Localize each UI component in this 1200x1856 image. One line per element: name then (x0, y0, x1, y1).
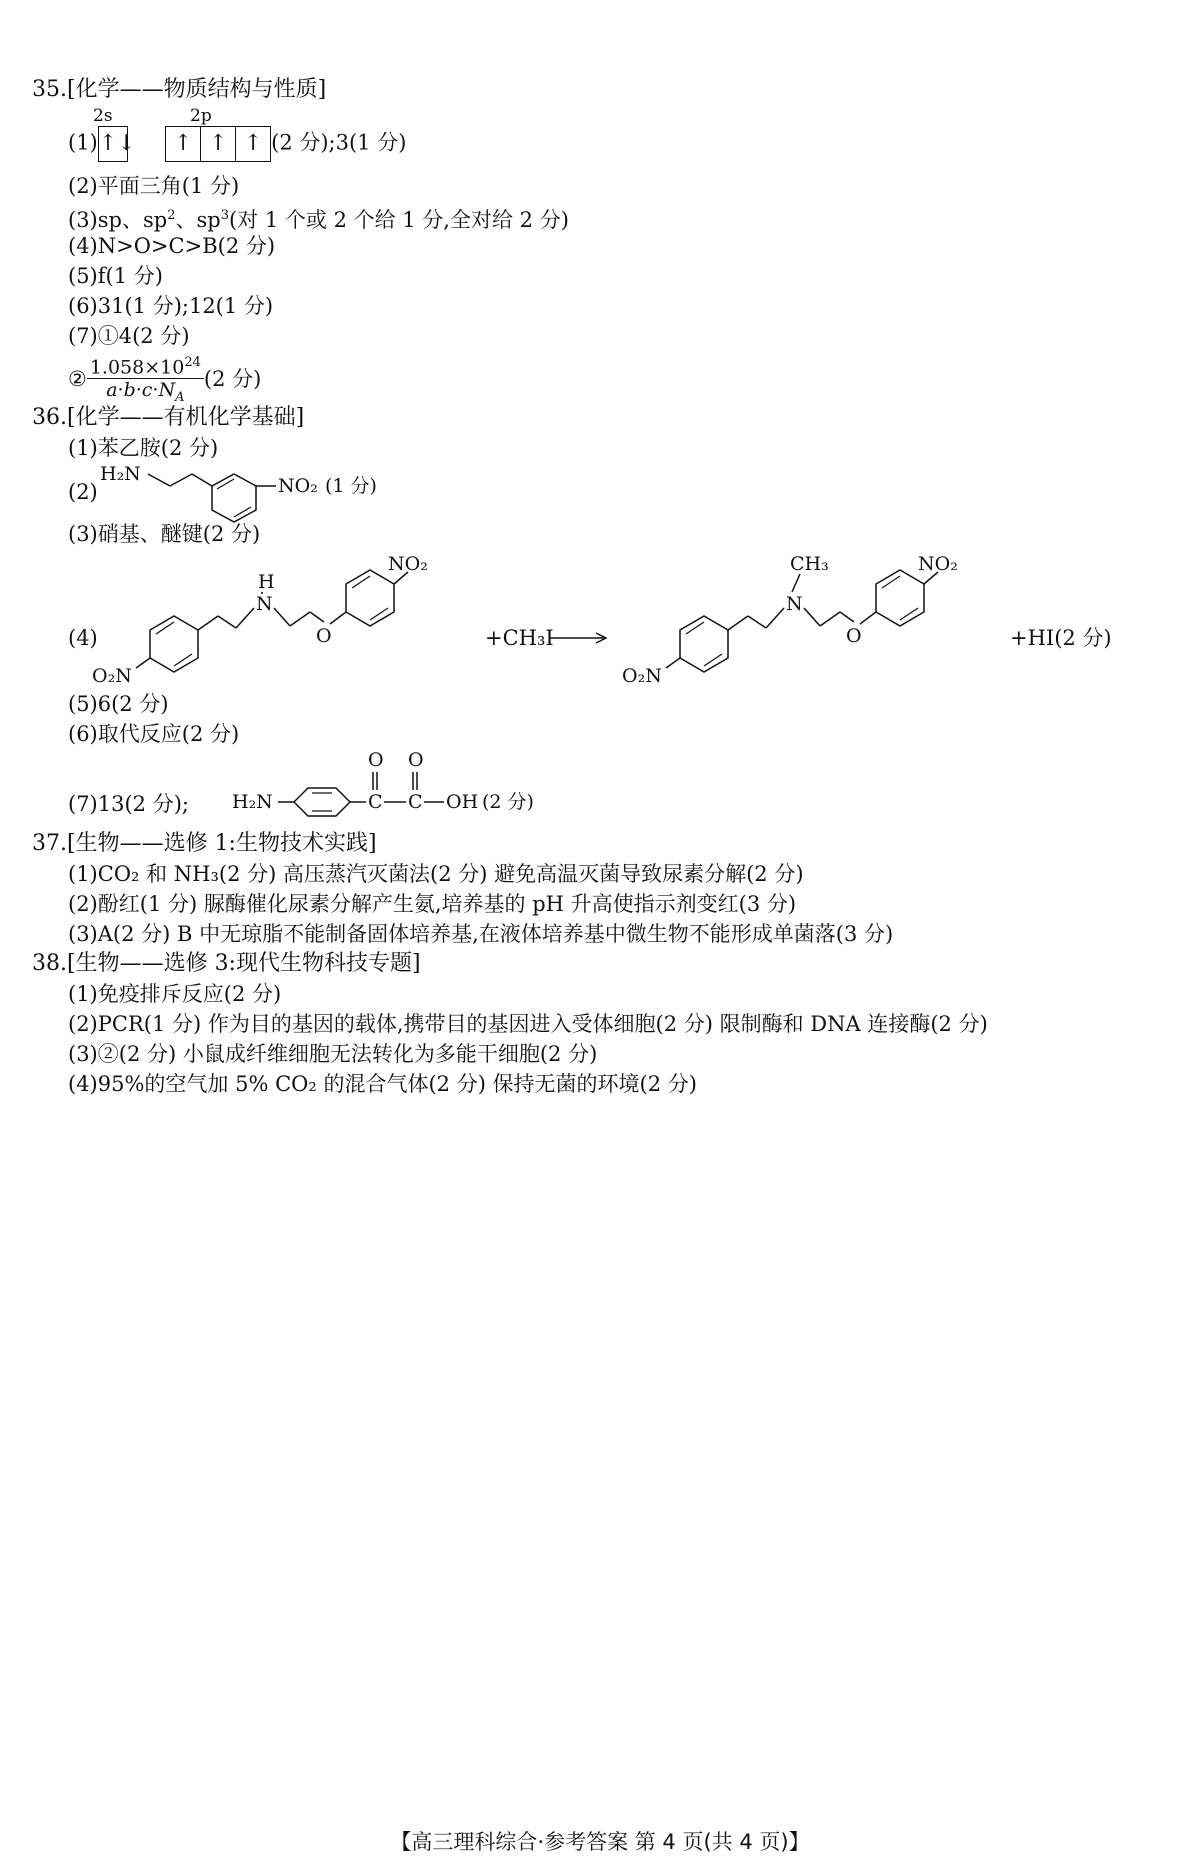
carbon-label: C (408, 791, 423, 813)
orbital-cell: ↑ (236, 126, 271, 162)
q36-part1: (1)苯乙胺(2 分) (68, 436, 219, 460)
carbon-label: C (368, 791, 383, 813)
oxygen-label: O (408, 749, 424, 771)
q35-part6: (6)31(1 分);12(1 分) (68, 294, 274, 318)
nitrogen-label: N (256, 593, 273, 615)
orbital-cell: ↑↓ (98, 126, 128, 162)
methyl-label: CH₃ (790, 553, 829, 575)
structure-aminophenylglyoxylic-acid (232, 742, 572, 822)
fraction (87, 352, 204, 409)
text: (3)sp、sp (68, 208, 168, 232)
oxygen-label: O (846, 625, 862, 647)
text: 、sp (175, 208, 221, 232)
q38-part2: (2)PCR(1 分) 作为目的基因的载体,携带目的基因进入受体细胞(2 分) 限制酶和 DNA 连接酶(2 分) (68, 1012, 988, 1036)
part-score: (1 分) (325, 475, 377, 497)
q37-part1: (1)CO₂ 和 NH₃(2 分) 高压蒸汽灭菌法(2 分) 避免高温灭菌导致尿素分解(2 分) (68, 862, 804, 886)
orbital-2s-label: 2s (93, 106, 113, 126)
orbital-2p-label: 2p (190, 106, 212, 126)
q36-part6: (6)取代反应(2 分) (68, 722, 240, 746)
nitro-label: O₂N (92, 665, 132, 687)
amine-label: H₂N (232, 791, 273, 813)
structure-nitrophenethylamine (100, 452, 420, 524)
text: 1.058×10 (89, 356, 185, 379)
q35-part7b (68, 352, 261, 409)
reagent-label (485, 624, 554, 652)
q36-part7-label: (7)13(2 分); (68, 792, 189, 816)
q38-header: 38.[生物——选修 3:现代生物科技专题] (32, 951, 421, 976)
q35-part3 (68, 202, 569, 234)
q35-part4: (4)N>O>C>B(2 分) (68, 234, 276, 258)
q35-part1 (68, 126, 406, 162)
q35-part7: (7)①4(2 分) (68, 324, 190, 348)
part-number: (1) (68, 130, 98, 155)
hydroxyl-label: OH (446, 791, 479, 813)
q35-part5: (5)f(1 分) (68, 264, 163, 288)
superscript: 24 (184, 355, 201, 370)
part-score: (2 分);3(1 分) (271, 130, 407, 155)
oxygen-label: O (316, 625, 332, 647)
product-suffix: +HI(2 分) (1010, 626, 1112, 650)
structure-reactant (90, 550, 470, 690)
nitro-label: NO₂ (278, 475, 318, 497)
reaction-arrow-icon (548, 630, 612, 650)
q38-part3: (3)②(2 分) 小鼠成纤维细胞无法转化为多能干细胞(2 分) (68, 1042, 598, 1066)
nitro-label: NO₂ (918, 553, 958, 575)
structure-product (620, 540, 1000, 690)
q38-part4: (4)95%的空气加 5% CO₂ 的混合气体(2 分) 保持无菌的环境(2 分) (68, 1072, 697, 1096)
q37-part2: (2)酚红(1 分) 脲酶催化尿素分解产生氨,培养基的 pH 升高使指示剂变红(3 分) (68, 892, 797, 916)
nitro-label: O₂N (622, 665, 662, 687)
q36-header: 36.[化学——有机化学基础] (32, 405, 305, 430)
text: +CH₃I (485, 626, 554, 650)
q36-part2-label: (2) (68, 480, 98, 504)
orbital-2p-boxes (165, 126, 271, 162)
part-score: (2 分) (482, 791, 534, 813)
circled-number: ② (68, 367, 87, 392)
q36-part4-label: (4) (68, 626, 98, 650)
q35-part2: (2)平面三角(1 分) (68, 174, 240, 198)
orbital-cell: ↑ (201, 126, 236, 162)
amine-label: H₂N (100, 463, 141, 485)
orbital-2s-box (98, 126, 136, 162)
superscript: 3 (220, 208, 229, 223)
superscript: 2 (167, 208, 176, 223)
text: (对 1 个或 2 个给 1 分,全对给 2 分) (228, 208, 569, 232)
q37-header: 37.[生物——选修 1:生物技术实践] (32, 831, 377, 856)
q36-part3: (3)硝基、醚键(2 分) (68, 522, 261, 546)
q38-part1: (1)免疫排斥反应(2 分) (68, 982, 282, 1006)
nitro-label: NO₂ (388, 553, 428, 575)
subscript: A (175, 390, 185, 406)
nitrogen-label: N (786, 593, 803, 615)
oxygen-label: O (368, 749, 384, 771)
hydrogen-label: H (258, 571, 275, 593)
part-score: (2 分) (203, 367, 262, 392)
orbital-cell: ↑ (165, 126, 201, 162)
q37-part3: (3)A(2 分) B 中无琼脂不能制备固体培养基,在液体培养基中微生物不能形成单菌落(3 分) (68, 922, 894, 946)
text: a·b·c·N (106, 379, 176, 402)
q35-header: 35.[化学——物质结构与性质] (32, 77, 327, 102)
fraction-numerator (87, 352, 204, 379)
page-footer: 【高三理科综合·参考答案 第 4 页(共 4 页)】 (390, 1830, 810, 1854)
q36-part5: (5)6(2 分) (68, 692, 169, 716)
